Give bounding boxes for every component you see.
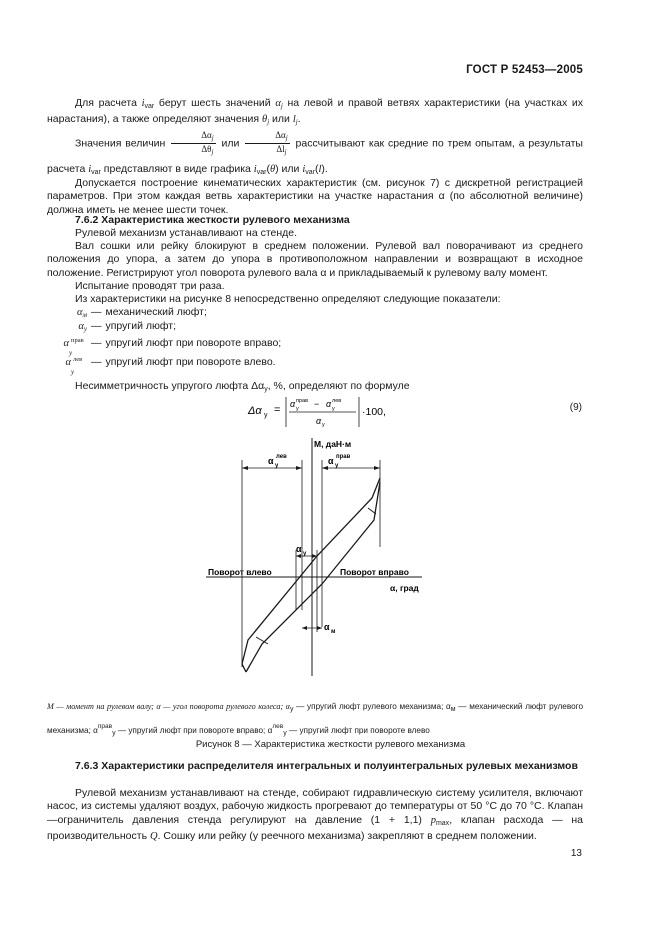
formula-num-b-sub: у [332, 406, 335, 412]
paragraph-762-4: Из характеристики на рисунке 8 непосредственно определяют следующие показатели: [75, 293, 501, 305]
alpha-prav-label: α [328, 456, 334, 466]
alpha-lev-sup: лев [276, 454, 287, 460]
paragraph-762-3: Испытание проводят три раза. [75, 280, 225, 292]
formula-num-b-sup: лев [332, 398, 342, 404]
figure-legend: M — момент на рулевом валу; α — угол поворота рулевого колеса; αу — упругий люфт рулевого механизма; αм — механический люфт рулевого механизма; $\alpha^{прав}у$ — упругий люфт при повороте вправо; $\alpha^{лев}у$ — упругий люфт при повороте влево [47, 702, 583, 737]
right-turn-label: Поворот вправо [340, 567, 409, 577]
alpha-y-label: α [296, 544, 302, 554]
alpha-prav-sup: прав [336, 454, 351, 460]
paragraph-asymmetry: Несимметричность упругого люфта $\Delta\alpha_у$, %, определяют по формуле [75, 380, 410, 393]
alpha-lev-sub: у [275, 463, 279, 469]
alpha-prav-sub: у [335, 463, 339, 469]
definitions-list [47, 306, 583, 376]
formula-num-a-sub: у [296, 406, 299, 412]
formula-num-a-sup: прав [296, 398, 309, 404]
section-title-7-6-3: 7.6.3 Характеристики распределителя интегральных и полуинтегральных рулевых механизмов [75, 760, 578, 772]
formula-num-a: α [290, 399, 296, 409]
page-number: 13 [570, 848, 582, 859]
left-turn-label: Поворот влево [208, 567, 272, 577]
formula-lhs-sub: у [264, 412, 268, 419]
alpha-m-sub: м [331, 629, 336, 635]
paragraph-values: Значения величин $\frac{\Delta\alpha_j}{\Delta\theta_j}$ или $\frac{\Delta\alpha_j}{\Delta l_j}$ рассчитывают как средние по трем опытам, а результаты расчета $i_{var}$ представляют в виде графика $i_{var}(\theta)$ или $i_{var}(l)$. [47, 130, 583, 176]
formula-minus: − [314, 399, 320, 409]
definition-item: $\alpha_м$ — механический люфт; [77, 306, 207, 319]
paragraph-kinematic: Допускается построение кинематических характеристик (см. рисунок 7) с дискретной регистрацией параметров. При этом каждая ветвь характеристики на участке нарастания α (по абсолютной величине) должна иметь не менее шести точек. [47, 177, 583, 216]
y-axis-label: M, даН·м [314, 439, 352, 449]
formula-lhs: Δα [248, 405, 262, 417]
alpha-y-sub: у [303, 551, 307, 557]
formula-times: ·100, [362, 406, 386, 418]
definition-item: $\alpha_у$ — упругий люфт; [78, 320, 177, 333]
x-axis-label: α, град [390, 583, 419, 593]
alpha-m-label: α [324, 622, 330, 632]
formula-num-b: α [326, 399, 332, 409]
paragraph-762-1: Рулевой механизм устанавливают на стенде. [75, 227, 298, 239]
alpha-lev-label: α [268, 456, 274, 466]
paragraph-762-2: Вал сошки или рейку блокируют в среднем положении. Рулевой вал поворачивают из среднего положения до упора, а затем до упора в противоположном направлении и возвращают в исходное положение. Регистрируют угол поворота рулевого вала α и прикладываемый к рулевому валу момент. [47, 240, 583, 279]
figure-caption: Рисунок 8 — Характеристика жесткости рулевого механизма [195, 739, 466, 750]
paragraph-763-1: Рулевой механизм устанавливают на стенде, собирают гидравлическую систему усилителя, включают насос, из системы удаляют воздух, рабочую жидкость прогревают до температуры от 50 °С до 70 °С. Клапан—ограничитель давления стенда регулируют на давление (1 + 1,1) $p_{max}$, клапан расхода — на производительность Q. Сошку или рейку (у реечного механизма) закрепляют в среднем положении. [47, 787, 583, 842]
paragraph-calc-ivar: Для расчета $i_{var}$ берут шесть значений $\alpha_j$ на левой и правой ветвях характеристики (на участках их нарастания), а также определяют значения $\theta_j$ или $l_j$. [47, 97, 584, 127]
formula-9 [236, 394, 416, 430]
formula-den-sub: у [322, 422, 325, 428]
section-title-7-6-2: 7.6.2 Характеристика жесткости рулевого механизма [75, 214, 350, 226]
formula-eq: = [274, 404, 281, 416]
formula-number: (9) [569, 402, 582, 413]
standard-header: ГОСТ Р 52453—2005 [466, 64, 583, 76]
formula-den: α [316, 416, 322, 426]
figure-8-stiffness-chart [200, 432, 440, 684]
definition-item: α у прав — упругий люфт при повороте вправо; [63, 337, 282, 357]
definition-item: α у лев — упругий люфт при повороте влево. [65, 356, 276, 376]
